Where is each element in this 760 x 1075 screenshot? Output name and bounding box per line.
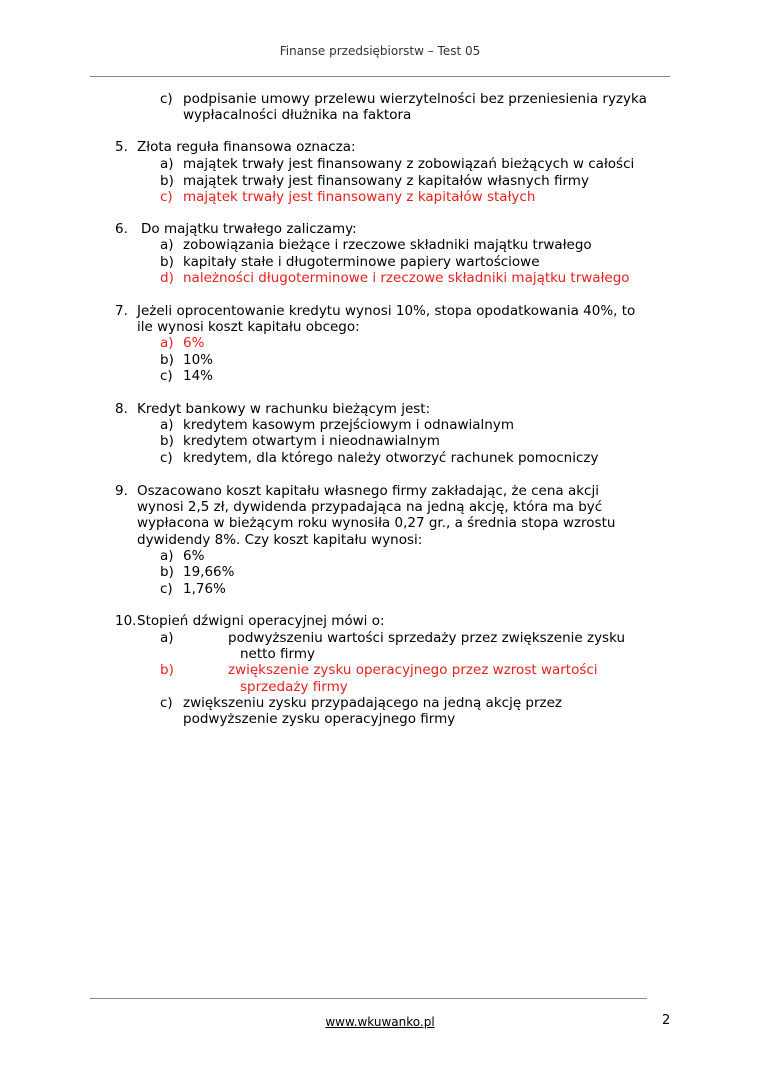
question-number: 6. — [115, 221, 128, 237]
header-divider — [90, 76, 670, 77]
footer-website-link[interactable]: www.wkuwanko.pl — [325, 1015, 435, 1029]
option-text: majątek trwały jest finansowany z kapitałów własnych firmy — [183, 173, 589, 189]
question-text: Stopień dźwigni operacyjnej mówi o: — [137, 613, 385, 629]
option-label: c) — [160, 91, 173, 107]
option-label: b) — [160, 173, 174, 189]
question-text: ile wynosi koszt kapitału obcego: — [137, 319, 360, 335]
option-label: b) — [160, 564, 174, 580]
question-number: 9. — [115, 483, 128, 499]
option-text: kredytem otwartym i nieodnawialnym — [183, 433, 440, 449]
option-text: majątek trwały jest finansowany z zobowiązań bieżących w całości — [183, 156, 635, 172]
question-text: Jeżeli oprocentowanie kredytu wynosi 10%, stopa opodatkowania 40%, to — [137, 303, 636, 319]
question-number: 7. — [115, 303, 128, 319]
question-number: 8. — [115, 401, 128, 417]
option-label: c) — [160, 450, 173, 466]
correct-option-text: zwiększenie zysku operacyjnego przez wzrost wartości — [228, 662, 598, 678]
option-text: kredytem kasowym przejściowym i odnawialnym — [183, 417, 515, 433]
question-text: Kredyt bankowy w rachunku bieżącym jest: — [137, 401, 431, 417]
correct-option-text: sprzedaży firmy — [240, 679, 348, 695]
option-text: netto firmy — [240, 646, 315, 662]
correct-option-label: d) — [160, 270, 174, 286]
option-label: c) — [160, 695, 173, 711]
page-header: Finanse przedsiębiorstw – Test 05 — [279, 44, 481, 58]
option-label: a) — [160, 548, 174, 564]
question-text: wypłacona w bieżącym roku wynosiła 0,27 gr., a średnia stopa wzrostu — [137, 515, 616, 531]
option-label: a) — [160, 237, 174, 253]
question-number: 10. — [115, 613, 137, 629]
question-text: Oszacowano koszt kapitału własnego firmy zakładając, że cena akcji — [137, 483, 599, 499]
correct-option-text: należności długoterminowe i rzeczowe składniki majątku trwałego — [183, 270, 630, 286]
option-label: a) — [160, 417, 174, 433]
option-label: a) — [160, 630, 174, 646]
page-number: 2 — [662, 1013, 671, 1028]
option-text: 6% — [183, 548, 205, 564]
option-label: b) — [160, 433, 174, 449]
option-label: a) — [160, 156, 174, 172]
option-label: c) — [160, 368, 173, 384]
option-text: wypłacalności dłużnika na faktora — [183, 107, 412, 123]
option-text: podpisanie umowy przelewu wierzytelności bez przeniesienia ryzyka — [183, 91, 647, 107]
option-label: c) — [160, 581, 173, 597]
question-text: Złota reguła finansowa oznacza: — [137, 139, 356, 155]
option-text: kredytem, dla którego należy otworzyć rachunek pomocniczy — [183, 450, 599, 466]
option-text: kapitały stałe i długoterminowe papiery wartościowe — [183, 254, 540, 270]
option-text: 1,76% — [183, 581, 226, 597]
option-text: 10% — [183, 352, 214, 368]
footer-divider — [90, 998, 647, 999]
correct-option-label: a) — [160, 335, 174, 351]
option-label: b) — [160, 254, 174, 270]
question-text: Do majątku trwałego zaliczamy: — [141, 221, 357, 237]
option-text: 19,66% — [183, 564, 235, 580]
option-label: b) — [160, 352, 174, 368]
question-number: 5. — [115, 139, 128, 155]
correct-option-label: b) — [160, 662, 174, 678]
correct-option-text: majątek trwały jest finansowany z kapitałów stałych — [183, 189, 536, 205]
question-text: wynosi 2,5 zł, dywidenda przypadająca na jedną akcję, która ma być — [137, 499, 603, 515]
option-text: zobowiązania bieżące i rzeczowe składniki majątku trwałego — [183, 237, 592, 253]
question-text: dywidendy 8%. Czy koszt kapitału wynosi: — [137, 532, 423, 548]
correct-option-text: 6% — [183, 335, 205, 351]
option-text: podwyższenie zysku operacyjnego firmy — [183, 711, 456, 727]
option-text: zwiększeniu zysku przypadającego na jedną akcję przez — [183, 695, 563, 711]
correct-option-label: c) — [160, 189, 173, 205]
option-text: 14% — [183, 368, 214, 384]
option-text: podwyższeniu wartości sprzedaży przez zwiększenie zysku — [228, 630, 626, 646]
